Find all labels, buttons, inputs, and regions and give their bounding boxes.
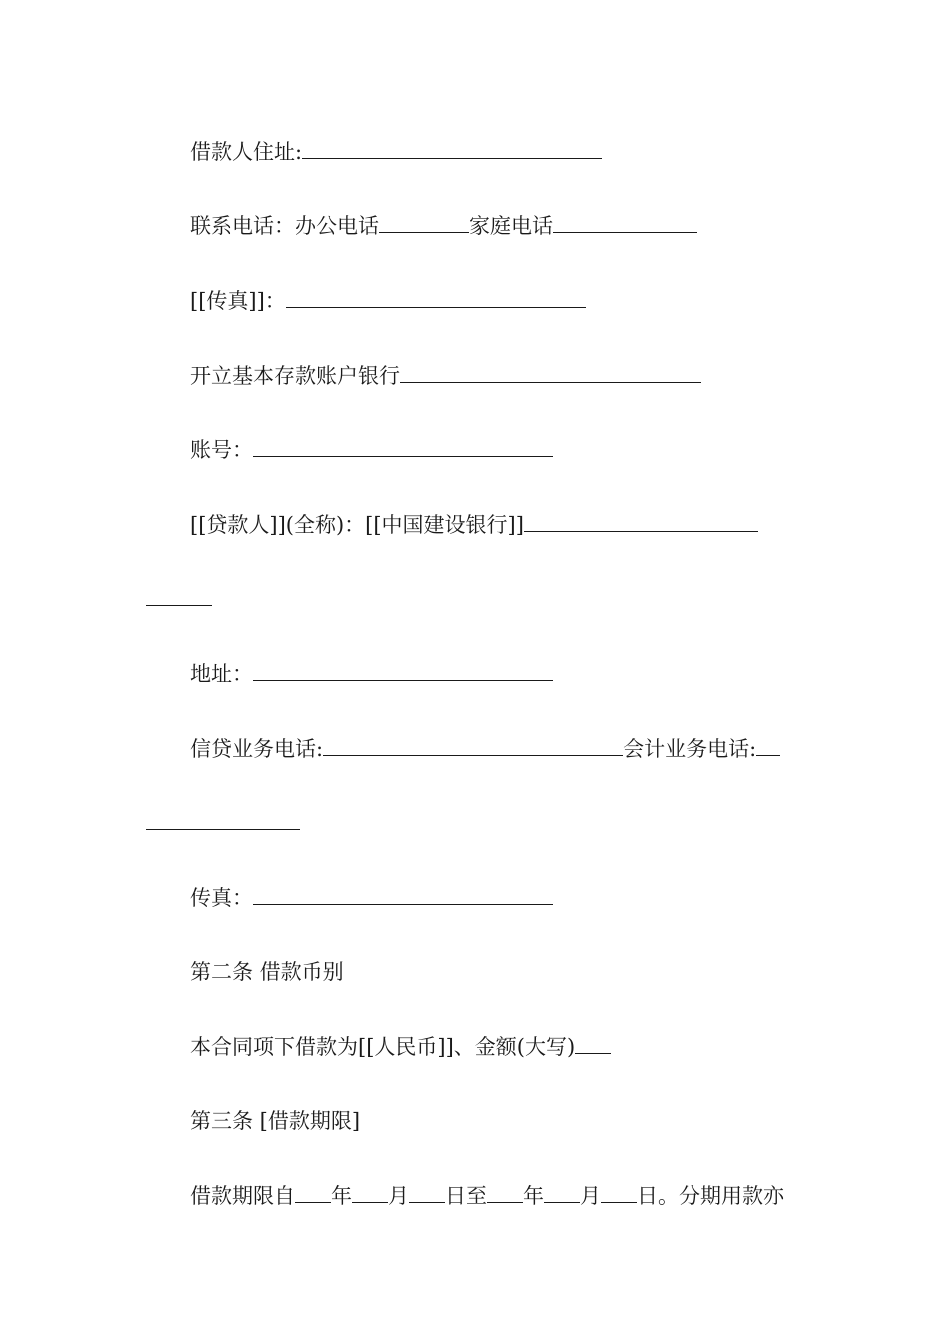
bank-blank [400, 364, 701, 383]
term-line [190, 1183, 784, 1209]
address-line [190, 661, 553, 687]
bank-label: 开立基本存款账户银行 [190, 364, 400, 388]
lender-wrap-line [146, 586, 212, 612]
office-phone-blank [379, 214, 469, 233]
fax2-blank [253, 886, 553, 905]
article2-text-line [190, 1034, 611, 1060]
borrower-address-label: 借款人住址: [190, 140, 303, 164]
term-prefix: 借款期限自 [190, 1184, 295, 1208]
fax-blank [286, 289, 586, 308]
end-month-blank [544, 1184, 580, 1203]
start-month-label: 月 [388, 1184, 409, 1208]
start-month-blank [352, 1184, 388, 1203]
start-year-blank [295, 1184, 331, 1203]
business-phone-line [190, 736, 780, 762]
credit-phone-label: 信贷业务电话: [190, 737, 324, 761]
phone-line [190, 213, 697, 239]
account-label: 账号： [190, 438, 253, 462]
start-year-label: 年 [331, 1184, 352, 1208]
end-year-label: 年 [523, 1184, 544, 1208]
end-year-blank [487, 1184, 523, 1203]
fax-line [190, 288, 586, 314]
accounting-wrap-line [146, 810, 300, 836]
article2-title: 第二条 借款币别 [190, 960, 344, 984]
account-line [190, 437, 553, 463]
day-end-label: 日。分期用款亦 [637, 1184, 784, 1208]
day-to-label: 日至 [445, 1184, 487, 1208]
home-phone-blank [553, 214, 697, 233]
end-day-blank [601, 1184, 637, 1203]
end-month-label: 月 [580, 1184, 601, 1208]
lender-wrap-blank [146, 587, 212, 606]
lender-blank [524, 513, 758, 532]
article3-title: 第三条 [借款期限] [190, 1109, 361, 1133]
home-phone-label: 家庭电话 [469, 214, 553, 238]
accounting-phone-blank [756, 737, 780, 756]
lender-line [190, 512, 758, 538]
start-day-blank [409, 1184, 445, 1203]
office-phone-label: 联系电话：办公电话 [190, 214, 379, 238]
borrower-address-blank [302, 140, 602, 159]
article2-text: 本合同项下借款为[[人民币]]、金额(大写) [190, 1035, 576, 1059]
borrower-address-line [190, 139, 602, 165]
bank-line [190, 363, 701, 389]
accounting-wrap-blank [146, 811, 300, 830]
fax-label: [[传真]]： [190, 289, 286, 313]
fax2-line [190, 885, 553, 911]
credit-phone-blank [323, 737, 623, 756]
address-label: 地址： [190, 662, 253, 686]
accounting-phone-label: 会计业务电话: [623, 737, 757, 761]
address-blank [253, 662, 553, 681]
lender-label: [[贷款人]](全称)：[[中国建设银行]] [190, 513, 524, 537]
account-blank [253, 438, 553, 457]
amount-blank [575, 1035, 611, 1054]
fax2-label: 传真： [190, 886, 253, 910]
